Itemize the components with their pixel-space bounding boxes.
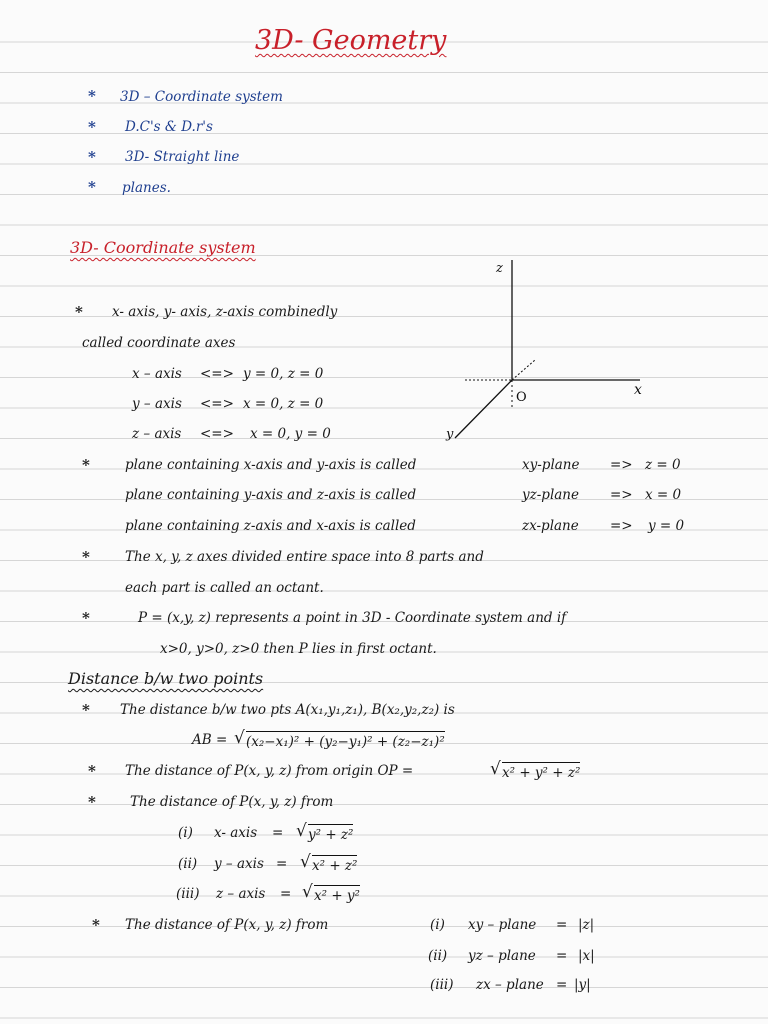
y-axis-label: y [446, 427, 454, 442]
ab-formula-radicand: (x₂−x₁)² + (y₂−y₁)² + (z₂−z₁)² [246, 731, 445, 751]
sqrt-symbol: √ [300, 852, 311, 872]
axis-eq-value: y = 0, z = 0 [243, 366, 324, 382]
axis-distance-num: (i) [178, 825, 193, 841]
axis-distance-radicand: y² + z² [308, 824, 353, 844]
axis-distance-num: (iii) [176, 886, 200, 902]
plane-statement: plane containing y-axis and z-axis is called [125, 487, 417, 503]
axes-intro-line1: x- axis, y- axis, z-axis combinedly [112, 304, 338, 320]
axis-eq-arrow: <=> [200, 366, 234, 382]
axis-eq-name: z – axis [132, 426, 182, 442]
axis-distance-name: y – axis [214, 856, 264, 872]
planes-distance-intro: The distance of P(x, y, z) from [125, 917, 329, 933]
equals-sign: = [272, 825, 284, 841]
plane-name: yz-plane [522, 487, 579, 503]
plane-distance-name: zx – plane [476, 977, 544, 993]
ab-formula-lhs: AB = [192, 732, 228, 748]
bullet: * [82, 701, 90, 719]
plane-distance-value: |y| [574, 977, 591, 993]
plane-distance-value: |z| [578, 917, 595, 933]
axes-diagram [440, 258, 660, 448]
octant-line1: The x, y, z axes divided entire space into 8 parts and [125, 549, 484, 565]
topic-bullet: * [88, 118, 96, 136]
equals-sign: = [280, 886, 292, 902]
axis-distance-name: z – axis [216, 886, 266, 902]
equals-sign: = [556, 977, 568, 993]
plane-arrow: => [610, 457, 633, 473]
axes-distance-intro: The distance of P(x, y, z) from [130, 794, 334, 810]
sqrt-symbol: √ [234, 728, 245, 748]
octant-line2: each part is called an octant. [125, 580, 324, 596]
axis-eq-value: x = 0, y = 0 [250, 426, 331, 442]
equals-sign: = [276, 856, 288, 872]
topic-bullet: * [88, 148, 96, 166]
plane-arrow: => [610, 518, 633, 534]
point-line1: P = (x,y, z) represents a point in 3D - Coordinate system and if [138, 610, 567, 626]
topic-bullet: * [88, 87, 96, 105]
distance-two-points-line: The distance b/w two pts A(x₁,y₁,z₁), B(x₂,y₂,z₂) is [120, 702, 455, 718]
x-axis-label: x [634, 382, 642, 398]
topic-item: 3D – Coordinate system [120, 89, 283, 105]
plane-name: zx-plane [522, 518, 579, 534]
bullet: * [92, 916, 100, 934]
plane-distance-num: (ii) [428, 948, 448, 964]
topic-item: D.C's & D.r's [125, 119, 213, 135]
plane-eq: x = 0 [645, 487, 682, 503]
page-title: 3D- Geometry [255, 25, 447, 56]
topic-item: 3D- Straight line [125, 149, 240, 165]
axis-distance-name: x- axis [214, 825, 258, 841]
plane-distance-value: |x| [578, 948, 595, 964]
bullet: * [82, 609, 90, 627]
topic-bullet: * [88, 178, 96, 196]
plane-distance-name: xy – plane [468, 917, 537, 933]
plane-name: xy-plane [522, 457, 580, 473]
point-line2: x>0, y>0, z>0 then P lies in first octant. [160, 641, 437, 657]
bullet: * [88, 793, 96, 811]
plane-statement: plane containing x-axis and y-axis is called [125, 457, 417, 473]
y-axis-line [455, 380, 512, 438]
axes-intro-line2: called coordinate axes [82, 335, 236, 351]
axis-eq-arrow: <=> [200, 396, 234, 412]
axis-distance-num: (ii) [178, 856, 198, 872]
bullet: * [82, 548, 90, 566]
plane-eq: y = 0 [648, 518, 685, 534]
axis-eq-value: x = 0, z = 0 [243, 396, 324, 412]
plane-arrow: => [610, 487, 633, 503]
bullet: * [75, 303, 83, 321]
origin-label: O [516, 390, 527, 405]
topic-item: planes. [122, 180, 171, 196]
section-heading-coordinate-system: 3D- Coordinate system [70, 238, 256, 257]
sqrt-symbol: √ [302, 882, 313, 902]
axis-eq-name: y – axis [132, 396, 182, 412]
bullet: * [82, 456, 90, 474]
plane-eq: z = 0 [645, 457, 681, 473]
plane-statement: plane containing z-axis and x-axis is called [125, 518, 416, 534]
plane-distance-name: yz – plane [468, 948, 536, 964]
axis-distance-radicand: x² + y² [314, 885, 360, 905]
neg-y-axis-line [512, 360, 535, 380]
origin-distance-text: The distance of P(x, y, z) from origin OP = [125, 763, 414, 779]
axis-eq-arrow: <=> [200, 426, 234, 442]
axis-eq-name: x – axis [132, 366, 182, 382]
axis-distance-radicand: x² + z² [312, 855, 357, 875]
bullet: * [88, 762, 96, 780]
plane-distance-num: (iii) [430, 977, 454, 993]
plane-distance-num: (i) [430, 917, 445, 933]
sqrt-symbol: √ [296, 821, 307, 841]
equals-sign: = [556, 948, 568, 964]
section-heading-distance: Distance b/w two points [68, 669, 264, 688]
origin-distance-radicand: x² + y² + z² [502, 762, 580, 782]
equals-sign: = [556, 917, 568, 933]
sqrt-symbol: √ [490, 759, 501, 779]
z-axis-label: z [496, 261, 503, 276]
